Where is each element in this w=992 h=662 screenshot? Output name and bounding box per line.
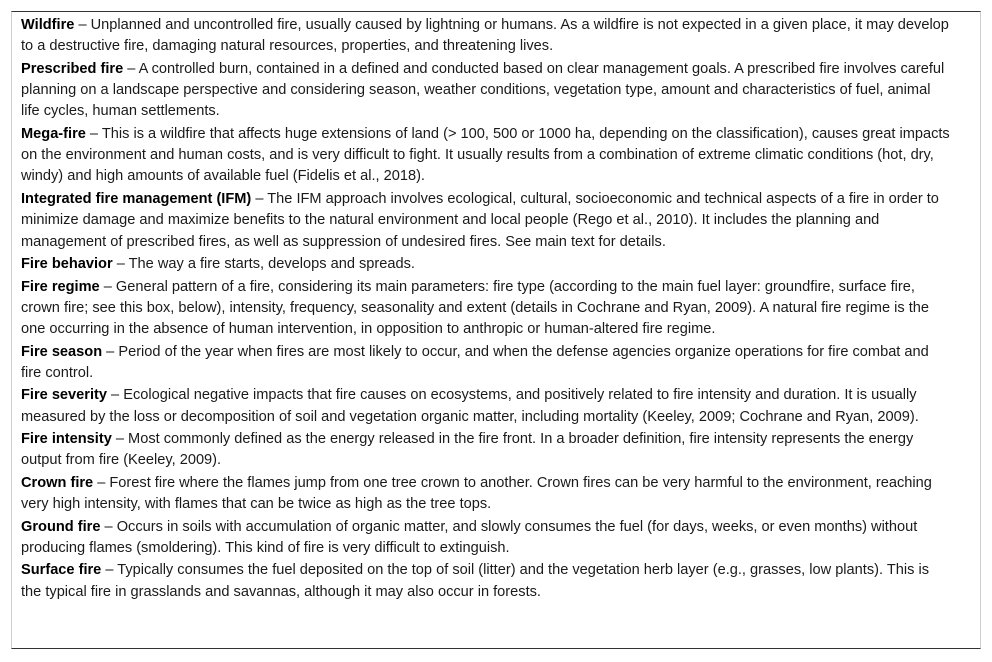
glossary-definition: – Period of the year when fires are most likely to occur, and when the defense agencies organize operations for fire combat and fire control. <box>21 343 929 381</box>
glossary-entry-fire-season <box>21 342 951 385</box>
glossary-term: Wildfire <box>21 17 75 33</box>
glossary-definition: – Most commonly defined as the energy released in the fire front. In a broader definition, fire intensity represents the energy output from fire (Keeley, 2009). <box>21 431 914 469</box>
glossary-box <box>11 11 981 649</box>
glossary-term: Ground fire <box>21 518 101 535</box>
glossary-term: Fire behavior <box>21 256 113 273</box>
glossary-definition: – Unplanned and uncontrolled fire, usually caused by lightning or humans. As a wildfire is not expected in a given place, it may develop to a destructive fire, damaging natural resources, properties, and threatening lives. <box>21 17 949 55</box>
glossary-entry-mega-fire <box>21 124 951 188</box>
glossary-term: Fire intensity <box>21 431 112 448</box>
glossary-entry-surface-fire <box>21 560 951 603</box>
glossary-term: Surface fire <box>21 562 102 579</box>
glossary-entry-ifm <box>21 189 951 253</box>
glossary-definition: – The way a fire starts, develops and spreads. <box>112 256 415 273</box>
glossary-definition: – Forest fire where the flames jump from one tree crown to another. Crown fires can be very harmful to the environment, reaching very high intensity, with flames that can be twice as high as the tree tops. <box>21 474 932 513</box>
glossary-term: Integrated fire management (IFM) <box>21 190 252 207</box>
glossary-entry-fire-intensity <box>21 429 951 472</box>
glossary-list <box>21 15 951 604</box>
glossary-entry-crown-fire <box>21 473 951 516</box>
glossary-entry-ground-fire <box>21 517 951 560</box>
glossary-term: Mega-fire <box>21 125 86 142</box>
glossary-definition: – Typically consumes the fuel deposited on the top of soil (litter) and the vegetation herb layer (e.g., grasses, low plants). This is the typical fire in grasslands and savannas, although it may also occur in forests. <box>21 562 930 600</box>
glossary-term: Prescribed fire <box>21 60 124 77</box>
glossary-term: Fire regime <box>21 278 100 295</box>
glossary-definition: – A controlled burn, contained in a defined and conducted based on clear management goals. A prescribed fire involves careful planning on a landscape perspective and considering season, weather conditions, vegetation type, amount and characteristics of fuel, animal life cycles, human settlements. <box>21 60 945 120</box>
glossary-definition: – The IFM approach involves ecological, cultural, socioeconomic and technical aspects of a fire in order to minimize damage and maximize benefits to the natural environment and local people (Rego et al., 2010). It includes the planning and management of prescribed fires, as well as suppression of undesired fires. See main text for details. <box>21 190 939 250</box>
glossary-definition: – Occurs in soils with accumulation of organic matter, and slowly consumes the fuel (for days, weeks, or even months) without producing flames (smoldering). This kind of fire is very difficult to extinguish. <box>21 518 918 556</box>
glossary-entry-prescribed-fire <box>21 59 951 123</box>
glossary-term: Crown fire <box>21 474 94 491</box>
glossary-entry-fire-severity <box>21 385 951 428</box>
glossary-definition: – This is a wildfire that affects huge extensions of land (> 100, 500 or 1000 ha, depending on the classification), causes great impacts on the environment and human costs, and is very difficult to fight. It usually results from a combination of extreme climatic conditions (hot, dry, windy) and high amounts of available fuel (Fidelis et al., 2018). <box>21 125 950 185</box>
glossary-definition: – Ecological negative impacts that fire causes on ecosystems, and positively related to fire intensity and duration. It is usually measured by the loss or decomposition of soil and vegetation organic matter, including mortality (Keeley, 2009; Cochrane and Ryan, 2009). <box>21 387 919 425</box>
glossary-term: Fire season <box>21 343 103 360</box>
glossary-entry-fire-regime <box>21 277 951 341</box>
glossary-entry-fire-behavior <box>21 254 951 275</box>
glossary-term: Fire severity <box>21 387 107 404</box>
glossary-entry-wildfire <box>21 15 951 58</box>
glossary-definition: – General pattern of a fire, considering its main parameters: fire type (according to the main fuel layer: groundfire, surface fire, crown fire; see this box, below), intensity, frequency, seasonality and extent (details in Cochrane and Ryan, 2009). A natural fire regime is the one occurring in the absence of human intervention, in opposition to anthropic or human-altered fire regime. <box>21 278 929 338</box>
